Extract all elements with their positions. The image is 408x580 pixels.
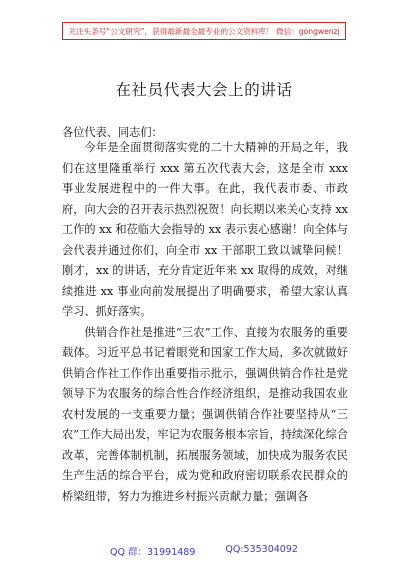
paragraph: 供销合作社是推进“三农”工作、直接为农服务的重要载体。习近平总书记着眼党和国家工作大局，多次就做好供销合作社工作作出重要指示批示，强调供销合作社是党领导下为农服务的综合性合作经济组织，是推动我国农业农村发展的一支重要力量；强调供销合作社要坚持从“三农”工作大局出发，牢记为农服务根本宗旨，持续深化综合改革，完善体制机制，拓展服务领域，加快成为服务农民生产生活的综合平台，成为党和政府密切联系农民群众的桥梁纽带，努力为推进乡村振兴贡献力量；强调各 xyxy=(62,325,348,503)
header-banner xyxy=(62,22,346,40)
qq-group-text: QQ 群：31991489 xyxy=(110,547,196,558)
footer-contact xyxy=(0,544,408,558)
qq-text: QQ:535304092 xyxy=(225,544,298,555)
document-body xyxy=(62,138,348,507)
salutation: 各位代表、同志们： xyxy=(62,126,163,139)
header-banner-text: 关注头条号“公文研究”，获得最新最全最专业的公文资料库！ 微信：gongwenzj xyxy=(68,26,340,36)
document-title: 在社员代表大会上的讲话 xyxy=(115,81,293,99)
paragraph: 今年是全面贯彻落实党的二十大精神的开局之年，我们在这里隆重举行 xxx 第五次代表大会，这是全市 xxx 事业发展进程中的一件大事。在此，我代表市委、市政府，向大会的召开表示热烈祝贺！向长期以来关心支持 xx 工作的 xx 和莅临大会指导的 xx 表示衷心感谢！向全体与会代表并通过你们，向全市 xx 干部职工致以诚挚问候！刚才，xx 的讲话，充分肯定近年来 xx 取得的成效，对继续推进 xx 事业向前发展提出了明确要求，希望大家认真学习、抓好落实。 xyxy=(62,141,348,318)
